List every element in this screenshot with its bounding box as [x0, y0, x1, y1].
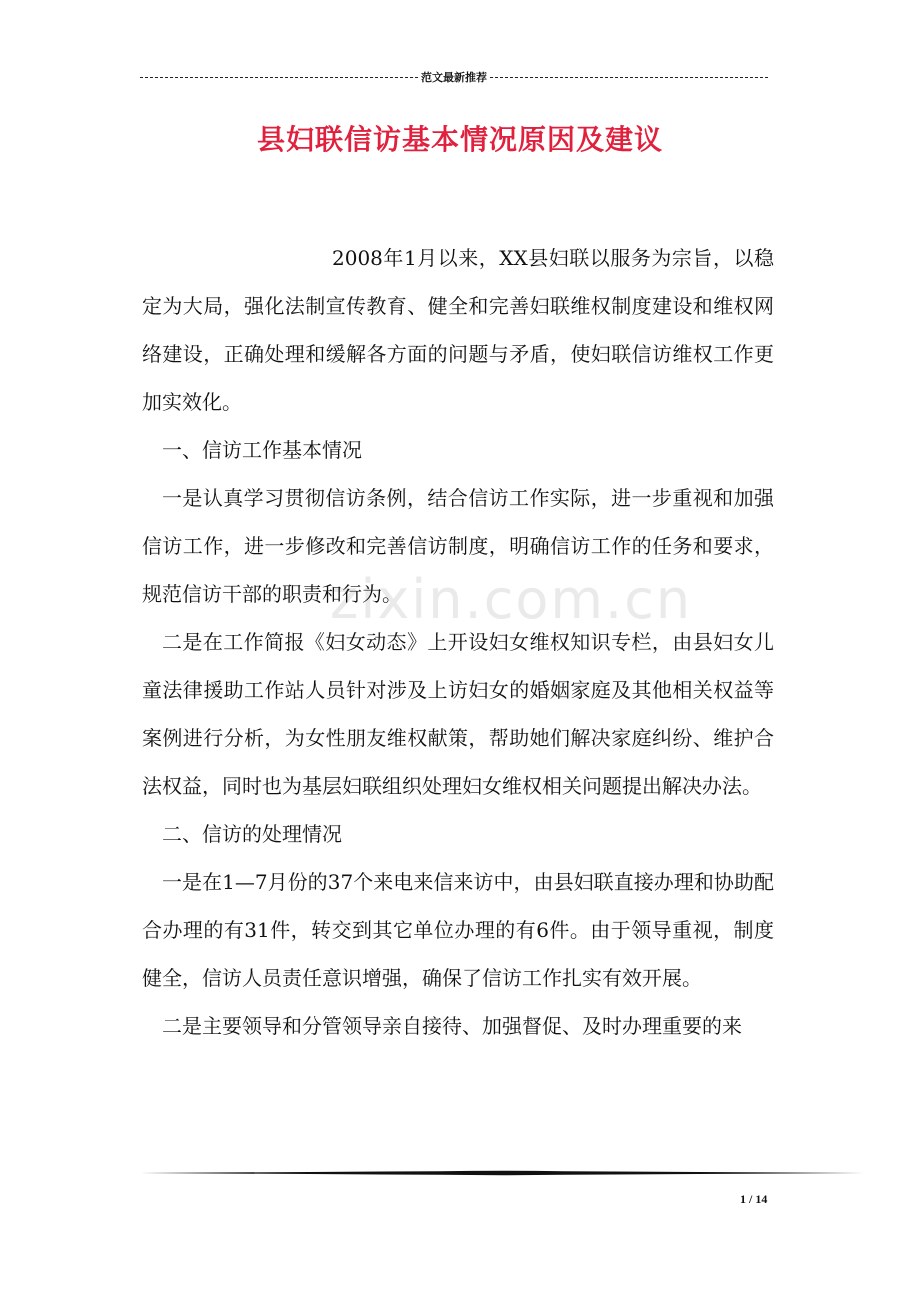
document-title: 县妇联信访基本情况原因及建议	[256, 123, 663, 156]
page-number: 1 / 14	[740, 1192, 768, 1206]
paragraph: 二是主要领导和分管领导亲自接待、加强督促、及时办理重要的来	[162, 1014, 742, 1038]
section-heading-2: 二、信访的处理情况	[162, 822, 342, 846]
header-dash-right	[490, 77, 768, 78]
section-heading-1: 一、信访工作基本情况	[162, 438, 362, 462]
header-label: 范文最新推荐	[421, 71, 487, 84]
header-banner	[140, 68, 768, 86]
paragraph: 一是在1—7月份的37个来电来信来访中，由县妇联直接办理和协助配合办理的有31件，转交到其它单位办理的有6件。由于领导重视，制度健全，信访人员责任意识增强，确保了信访工作扎实有效开展。	[142, 870, 774, 990]
paragraph: 一是认真学习贯彻信访条例，结合信访工作实际，进一步重视和加强信访工作，进一步修改和完善信访制度，明确信访工作的任务和要求，规范信访干部的职责和行为。	[142, 486, 774, 606]
watermark: zixin.com.cn	[330, 568, 693, 631]
footer-divider	[140, 1166, 864, 1180]
intro-paragraph: 2008年1月以来，XX县妇联以服务为宗旨，以稳定为大局，强化法制宣传教育、健全和完善妇联维权制度建设和维权网络建设，正确处理和缓解各方面的问题与矛盾，使妇联信访维权工作更加实效化。	[142, 246, 774, 414]
document-body	[142, 234, 774, 1050]
header-dash-left	[140, 77, 418, 78]
paragraph: 二是在工作简报《妇女动态》上开设妇女维权知识专栏，由县妇女儿童法律援助工作站人员针对涉及上访妇女的婚姻家庭及其他相关权益等案例进行分析，为女性朋友维权献策，帮助她们解决家庭纠纷、维护合法权益，同时也为基层妇联组织处理妇女维权相关问题提出解决办法。	[142, 630, 774, 798]
